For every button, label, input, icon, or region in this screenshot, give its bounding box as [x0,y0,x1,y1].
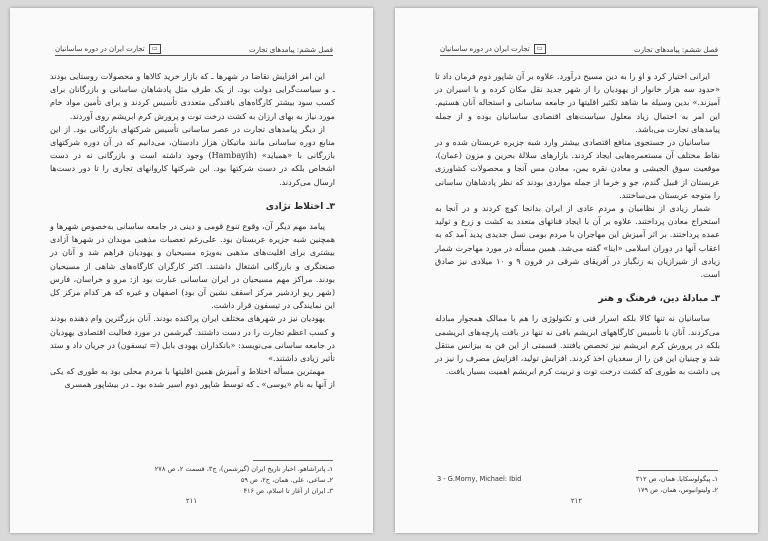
page-body [50,70,335,392]
footnote: ۳ـ ایران از آغاز تا اسلام، ص ۴۱۶ [243,487,333,495]
page-body [435,70,720,378]
page-number: ۲۱۲ [570,497,583,505]
footnotes [52,460,333,497]
footnote: ۲ـ ولیتوانیوس، همان، ص ۱۷۹ [637,486,718,494]
book-ornament-icon: ▭ [534,44,546,54]
footnote-rule [253,460,333,461]
chapter-title: فصل ششم: پیامدهای تجارت [633,46,718,54]
paragraph: شمار زیادی از نظامیان و مردم عادی از ایران بدانجا کوچ کردند و در آنجا به استخراج معادن پرداختند. علاوه بر آن با ایجاد قناتهای متعدد به کشت و زرع و تولید عمده پرداختند. بر اثر آمیزش این مهاجران با مردم بومی نسل جدیدی پدید آمد که به اعقاب آنها در دوران اسلامی «ابنا» گفته می‌شد. همین مسأله در مورد مهاجرت شمار زیادی از شیرازیان به زنگبار در آفریقای شرقی در قرون ۹ و ۱۰ میلادی نیز صادق است. [435,203,720,280]
page-212 [395,8,758,533]
footnote-rule [638,470,718,471]
page-211 [10,8,373,533]
paragraph: ایرانی اختیار کرد و او را به دین مسیح درآورد. علاوه بر آن شاپور دوم فرمان داد تا «حدود سه هزار خانوار از یهودیان را از شهر جدید نقل مکان کرده و با اسیران در آمیزند.» بدین وسیله ما شاهد تکثیر اقلیتها در جامعه ساسانی و استحاله آنان هستیم. این امر به احتمال زیاد معلول سیاست‌های اقتصادی ساسانیان بوده و از جمله پیامدهای تجارت می‌باشد. [435,71,720,134]
section-heading: ۳ـ اختلاط نژادی [265,201,335,212]
footnote: ۱ـ پاتراشاهو. اخبار تاریخ ایران (گیرشمن)، ج۳، قسمت ۲، ص ۲۷۸ [154,465,333,473]
paragraph: ساسانیان در جستجوی منافع اقتصادی بیشتر وارد شبه جزیره عربستان شده و در نقاط مختلف آن مستعمره‌هایی ایجاد کردند. بازارهای سلالهٔ بحرین و مزون (عمان)، موقعیت سوق الجیشی و معادن نقره یمن، معادن مس آنجا و محصولات کشاورزی عربستان از قبیل گندم، جو و خرما از جمله مواردی بودند که نظر پادشاهان ساسانی را متوجه عربستان می‌ساختند. [435,137,720,200]
running-head: تجارت ایران در دوره ساسانیان [440,45,530,53]
paragraph: این امر افزایش تقاضا در شهرها ـ که بازار خرید کالاها و محصولات روستایی بودند ـ و سیاست‌گرایی دولت بود. از یک طرف مثل پادشاهان ساسانی و بازرگانان برای کسب سود بیشتر کارگاه‌های بافندگی متعددی تأسیس کردند و برای تأمین مواد خام مورد نیاز به بهای ارزان به کشت درخت توت و پرورش کرم ابریشم روی آوردند. [50,71,335,121]
footnotes [437,470,718,496]
paragraph: مهمترین مسأله اختلاط و آمیزش همین اقلیتها با مردم محلی بود به طوری که یکی از آنها به نام «یوسی» ـ که توسط شاپور دوم اسیر شده بود ـ در بیشاپور همسری [50,366,335,390]
running-head: تجارت ایران در دوره ساسانیان [55,45,145,53]
running-header [440,38,718,56]
paragraph: پیامد مهم دیگر آن، وقوع تنوع قومی و دینی در جامعه ساسانی به‌خصوص شهرها و همچنین شبه جزیره عربستان بود. علی‌رغم تعصبات مذهبی موبدان در شهرها آزادی بیشتری برای اقلیت‌های مذهبی به‌ویژه مسیحیان و یهودیان فراهم شد و آنان در صنعتگری و بازرگانی اشتغال داشتند. اکثر کارگران کارگاه‌های شاهی از مسیحیان بودند. مراکز مهم مسیحیان در ایران ساسانی عبارت بود از: مرو و خراسان، فارس (شهر ریو اردشیر مرکز اسقف نشین آن بود) اصفهان و غیره که هر کدام مرکز کل این نمایندگی در تیسفون قرار داشت. [50,221,335,311]
section-heading: ۳ـ مبادلهٔ دین، فرهنگ و هنر [598,294,720,305]
footnote: ۲ـ ساعی، علی. همان، ج۲، ص ۵۹ [240,476,333,484]
footnote-latin: 3 - G.Morny, Michael: Ibid [437,475,522,483]
book-ornament-icon: ▭ [149,44,161,54]
chapter-title: فصل ششم: پیامدهای تجارت [248,46,333,54]
paragraph: یهودیان نیز در شهرهای مختلف ایران پراکنده بودند. آنان بزرگترین وام دهنده بودند و کسب اعظم تجارت را در دست داشتند. گیرشمن در مورد فعالیت اقتصادی یهودیان در جامعه ساسانی می‌نویسد: «بانکداران یهودی بابل (= تیسفون) در جریان داد و ستد تأثیر زیادی داشتند.» [50,313,335,364]
footnote: ۱ـ پیگولوسکایا. همان، ص ۳۱۲ [635,475,718,483]
page-number: ۲۱۱ [185,497,198,505]
running-header [55,38,333,56]
paragraph: ساسانیان نه تنها کالا بلکه اسرار فنی و تکنولوژی را هم با ممالک همجوار مبادله می‌کردند. آنان با تأسیس کارگاههای ابریشم بافی نه تنها در بافت پارچه‌های ابریشمی بلکه در پرورش کرم ابریشم نیز تخصص یافتند. قسمتی از این فن به بیزانس منتقل شد و چینیان این فن را از سغدیان اخذ کردند. افزایش تولید، افزایش مصرف را نیز در پی داشت به طوری که کشت درخت توت و تربیت کرم ابریشم اهمیت بسیار یافت. [435,313,720,377]
paragraph: از دیگر پیامدهای تجارت در عصر ساسانی تأسیس شرکتهای بازرگانی بود. از این منابع دوره ساسانی مانند ماتیکان هزار دادستان، می‌دانیم که در آن دوره شرکتهای بازرگانی با «همباید» (Hambayih) وجود داشته است و بازرگانی نه در دست اشخاص بلکه در دست شرکتها بود. این شرکتها کاروانهای تجاری را تا دور دست‌ها ارسال می‌کردند. [50,123,335,187]
